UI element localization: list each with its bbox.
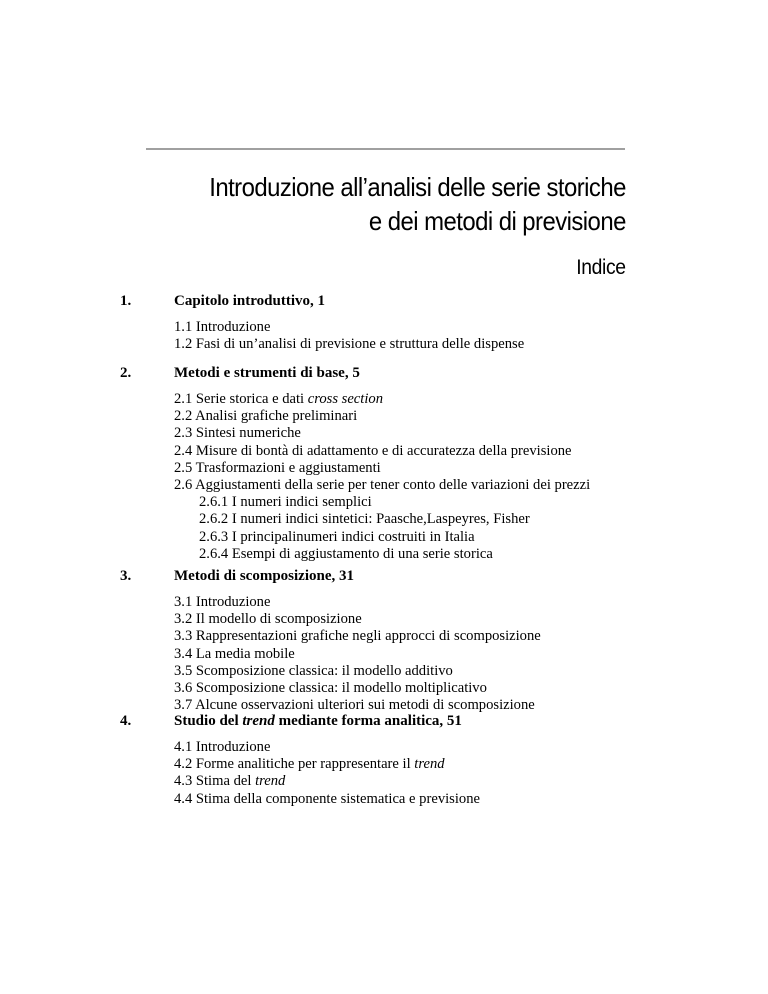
- toc-section: 3.4 La media mobile: [174, 645, 295, 662]
- chapter-title: Capitolo introduttivo, 1: [174, 293, 325, 309]
- chapter-title: Studio del trend mediante forma analitica, 51: [174, 713, 462, 729]
- section-emphasis: trend: [255, 773, 286, 790]
- toc-section: 2.2 Analisi grafiche preliminari: [174, 408, 358, 425]
- toc-section: 3.3 Rappresentazioni grafiche negli approcci di scomposizione: [174, 628, 541, 645]
- chapter-number: 2.: [120, 365, 132, 381]
- chapter-sections: [174, 391, 590, 563]
- section-emphasis: trend: [414, 756, 445, 773]
- toc-section: 4.4 Stima della componente sistematica e previsione: [174, 790, 480, 807]
- index-heading: Indice: [576, 256, 626, 279]
- toc-section: 2.6 Aggiustamenti della serie per tener conto delle variazioni dei prezzi: [174, 477, 591, 494]
- chapter-sections: [174, 739, 480, 808]
- chapter-number: 4.: [120, 713, 132, 729]
- toc-section: 2.5 Trasformazioni e aggiustamenti: [174, 459, 381, 476]
- chapter-title: Metodi e strumenti di base, 5: [174, 365, 360, 381]
- toc-subsection: 2.6.3 I principalinumeri indici costruiti in Italia: [199, 528, 475, 545]
- toc-section: 4.1 Introduzione: [174, 739, 271, 755]
- chapter-sections: [174, 319, 524, 353]
- toc-section: 4.3 Stima del trend: [174, 773, 286, 790]
- toc-section: 1.1 Introduzione: [174, 319, 271, 335]
- toc-section: 2.4 Misure di bontà di adattamento e di accuratezza della previsione: [174, 442, 572, 459]
- chapter-number: 3.: [120, 568, 132, 584]
- section-emphasis: cross section: [307, 391, 383, 407]
- chapter-number: 1.: [120, 293, 132, 309]
- toc-section: 1.2 Fasi di un’analisi di previsione e struttura delle dispense: [174, 336, 525, 353]
- toc-section: 3.1 Introduzione: [174, 594, 271, 610]
- toc-subsection: 2.6.1 I numeri indici semplici: [199, 494, 372, 511]
- toc-section: 2.3 Sintesi numeriche: [174, 425, 301, 442]
- toc-section: 3.5 Scomposizione classica: il modello additivo: [174, 662, 453, 679]
- chapter-sections: [174, 594, 541, 714]
- toc-section: 3.6 Scomposizione classica: il modello moltiplicativo: [174, 680, 487, 697]
- toc-section: 4.2 Forme analitiche per rappresentare il trend: [174, 756, 445, 773]
- toc-subsection: 2.6.4 Esempi di aggiustamento di una serie storica: [199, 545, 493, 562]
- top-rule: [146, 148, 625, 150]
- toc-section: 2.1 Serie storica e dati cross section: [174, 391, 383, 407]
- title-line-2: e dei metodi di previsione: [369, 206, 626, 236]
- document-title: [209, 170, 626, 238]
- chapter-title-emphasis: trend: [242, 713, 275, 729]
- title-line-1: Introduzione all’analisi delle serie storiche: [209, 172, 626, 202]
- chapter-title: Metodi di scomposizione, 31: [174, 568, 354, 584]
- toc-section: 3.2 Il modello di scomposizione: [174, 611, 362, 628]
- toc-subsection: 2.6.2 I numeri indici sintetici: Paasche,Laspeyres, Fisher: [199, 511, 530, 528]
- toc-section: 3.7 Alcune osservazioni ulteriori sui metodi di scomposizione: [174, 697, 535, 714]
